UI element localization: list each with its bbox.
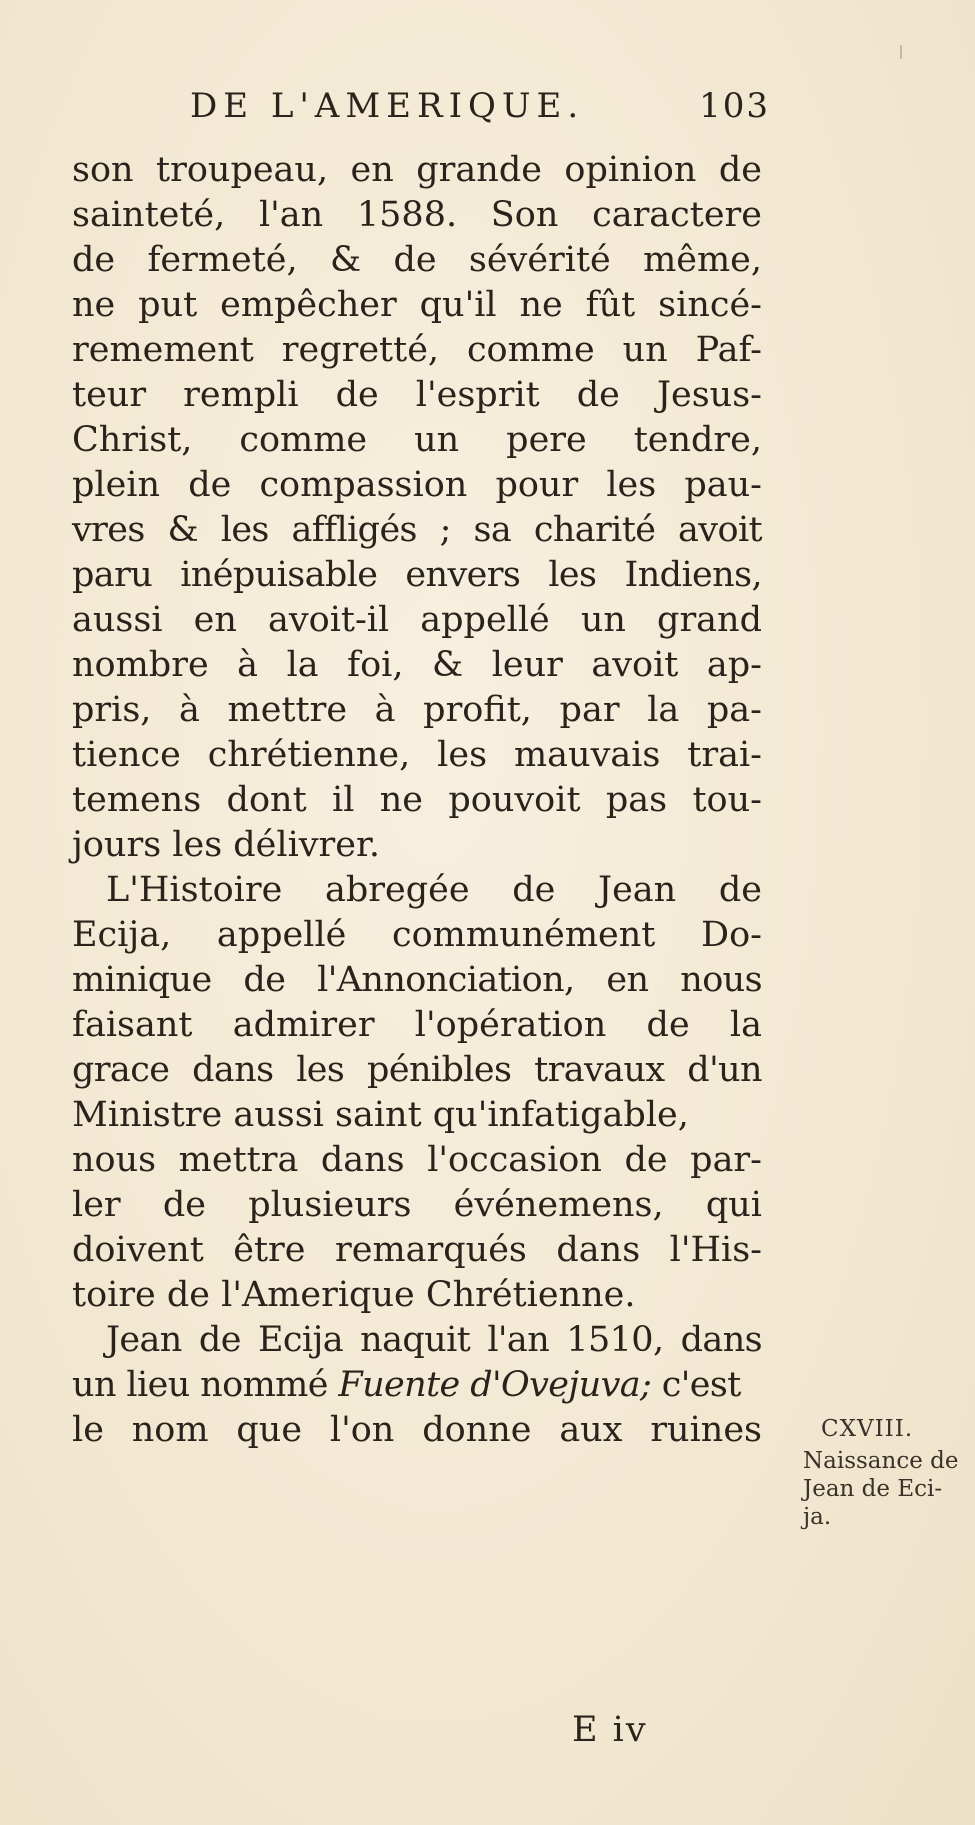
text-line: L'Histoire abregée de Jean de xyxy=(106,870,762,910)
text-line: Ministre aussi saint qu'infatigable, xyxy=(72,1095,689,1135)
text-line: Christ, comme un pere tendre, xyxy=(72,420,762,460)
text-line: toire de l'Amerique Chrétienne. xyxy=(72,1275,636,1315)
page-number: 103 xyxy=(699,86,770,126)
text-line: tience chrétienne, les mauvais trai- xyxy=(72,735,762,775)
page-header xyxy=(190,86,770,136)
text-line: de fermeté, & de sévérité même, xyxy=(72,240,762,280)
margin-note-line: Naissance de xyxy=(803,1448,959,1474)
text-line xyxy=(72,1363,762,1408)
text-line: aussi en avoit-il appellé un grand xyxy=(72,600,762,640)
running-title: DE L'AMERIQUE. xyxy=(190,86,585,126)
text-line: doivent être remarqués dans l'His- xyxy=(72,1230,762,1270)
text-fragment: un lieu nommé xyxy=(72,1365,339,1405)
text-line: ler de plusieurs événemens, qui xyxy=(72,1185,762,1225)
text-line: Jean de Ecija naquit l'an 1510, dans xyxy=(106,1320,762,1360)
text-line: son troupeau, en grande opinion de xyxy=(72,150,762,190)
margin-note-line: ja. xyxy=(803,1504,832,1530)
text-line: faisant admirer l'opération de la xyxy=(72,1005,762,1045)
text-line: nombre à la foi, & leur avoit ap- xyxy=(72,645,762,685)
text-line: paru inépuisable envers les Indiens, xyxy=(72,555,762,595)
margin-note-number: CXVIII. xyxy=(821,1416,914,1442)
place-name: Fuente d'Ovejuva; xyxy=(338,1365,652,1405)
text-line: teur rempli de l'esprit de Jesus- xyxy=(72,375,762,415)
text-line: sainteté, l'an 1588. Son caractere xyxy=(72,195,762,235)
text-line: remement regretté, comme un Paf- xyxy=(72,330,762,370)
text-line: minique de l'Annonciation, en nous xyxy=(72,960,762,1000)
signature-mark: E iv xyxy=(572,1710,648,1750)
margin-note-line: Jean de Eci- xyxy=(803,1476,943,1502)
body-text xyxy=(72,148,762,1453)
text-line: le nom que l'on donne aux ruines xyxy=(72,1410,762,1450)
text-line: plein de compassion pour les pau- xyxy=(72,465,762,505)
text-line: ne put empêcher qu'il ne fût sincé- xyxy=(72,285,762,325)
margin-note xyxy=(795,1415,975,1531)
text-line: nous mettra dans l'occasion de par- xyxy=(72,1140,762,1180)
paper-mark xyxy=(900,45,902,59)
text-line: temens dont il ne pouvoit pas tou- xyxy=(72,780,762,820)
text-line: jours les délivrer. xyxy=(72,825,381,865)
text-line: vres & les affligés ; sa charité avoit xyxy=(72,510,762,550)
text-fragment: c'est xyxy=(651,1365,741,1405)
text-line: grace dans les pénibles travaux d'un xyxy=(72,1050,762,1090)
text-line: pris, à mettre à profit, par la pa- xyxy=(72,690,762,730)
text-line: Ecija, appellé communément Do- xyxy=(72,915,762,955)
